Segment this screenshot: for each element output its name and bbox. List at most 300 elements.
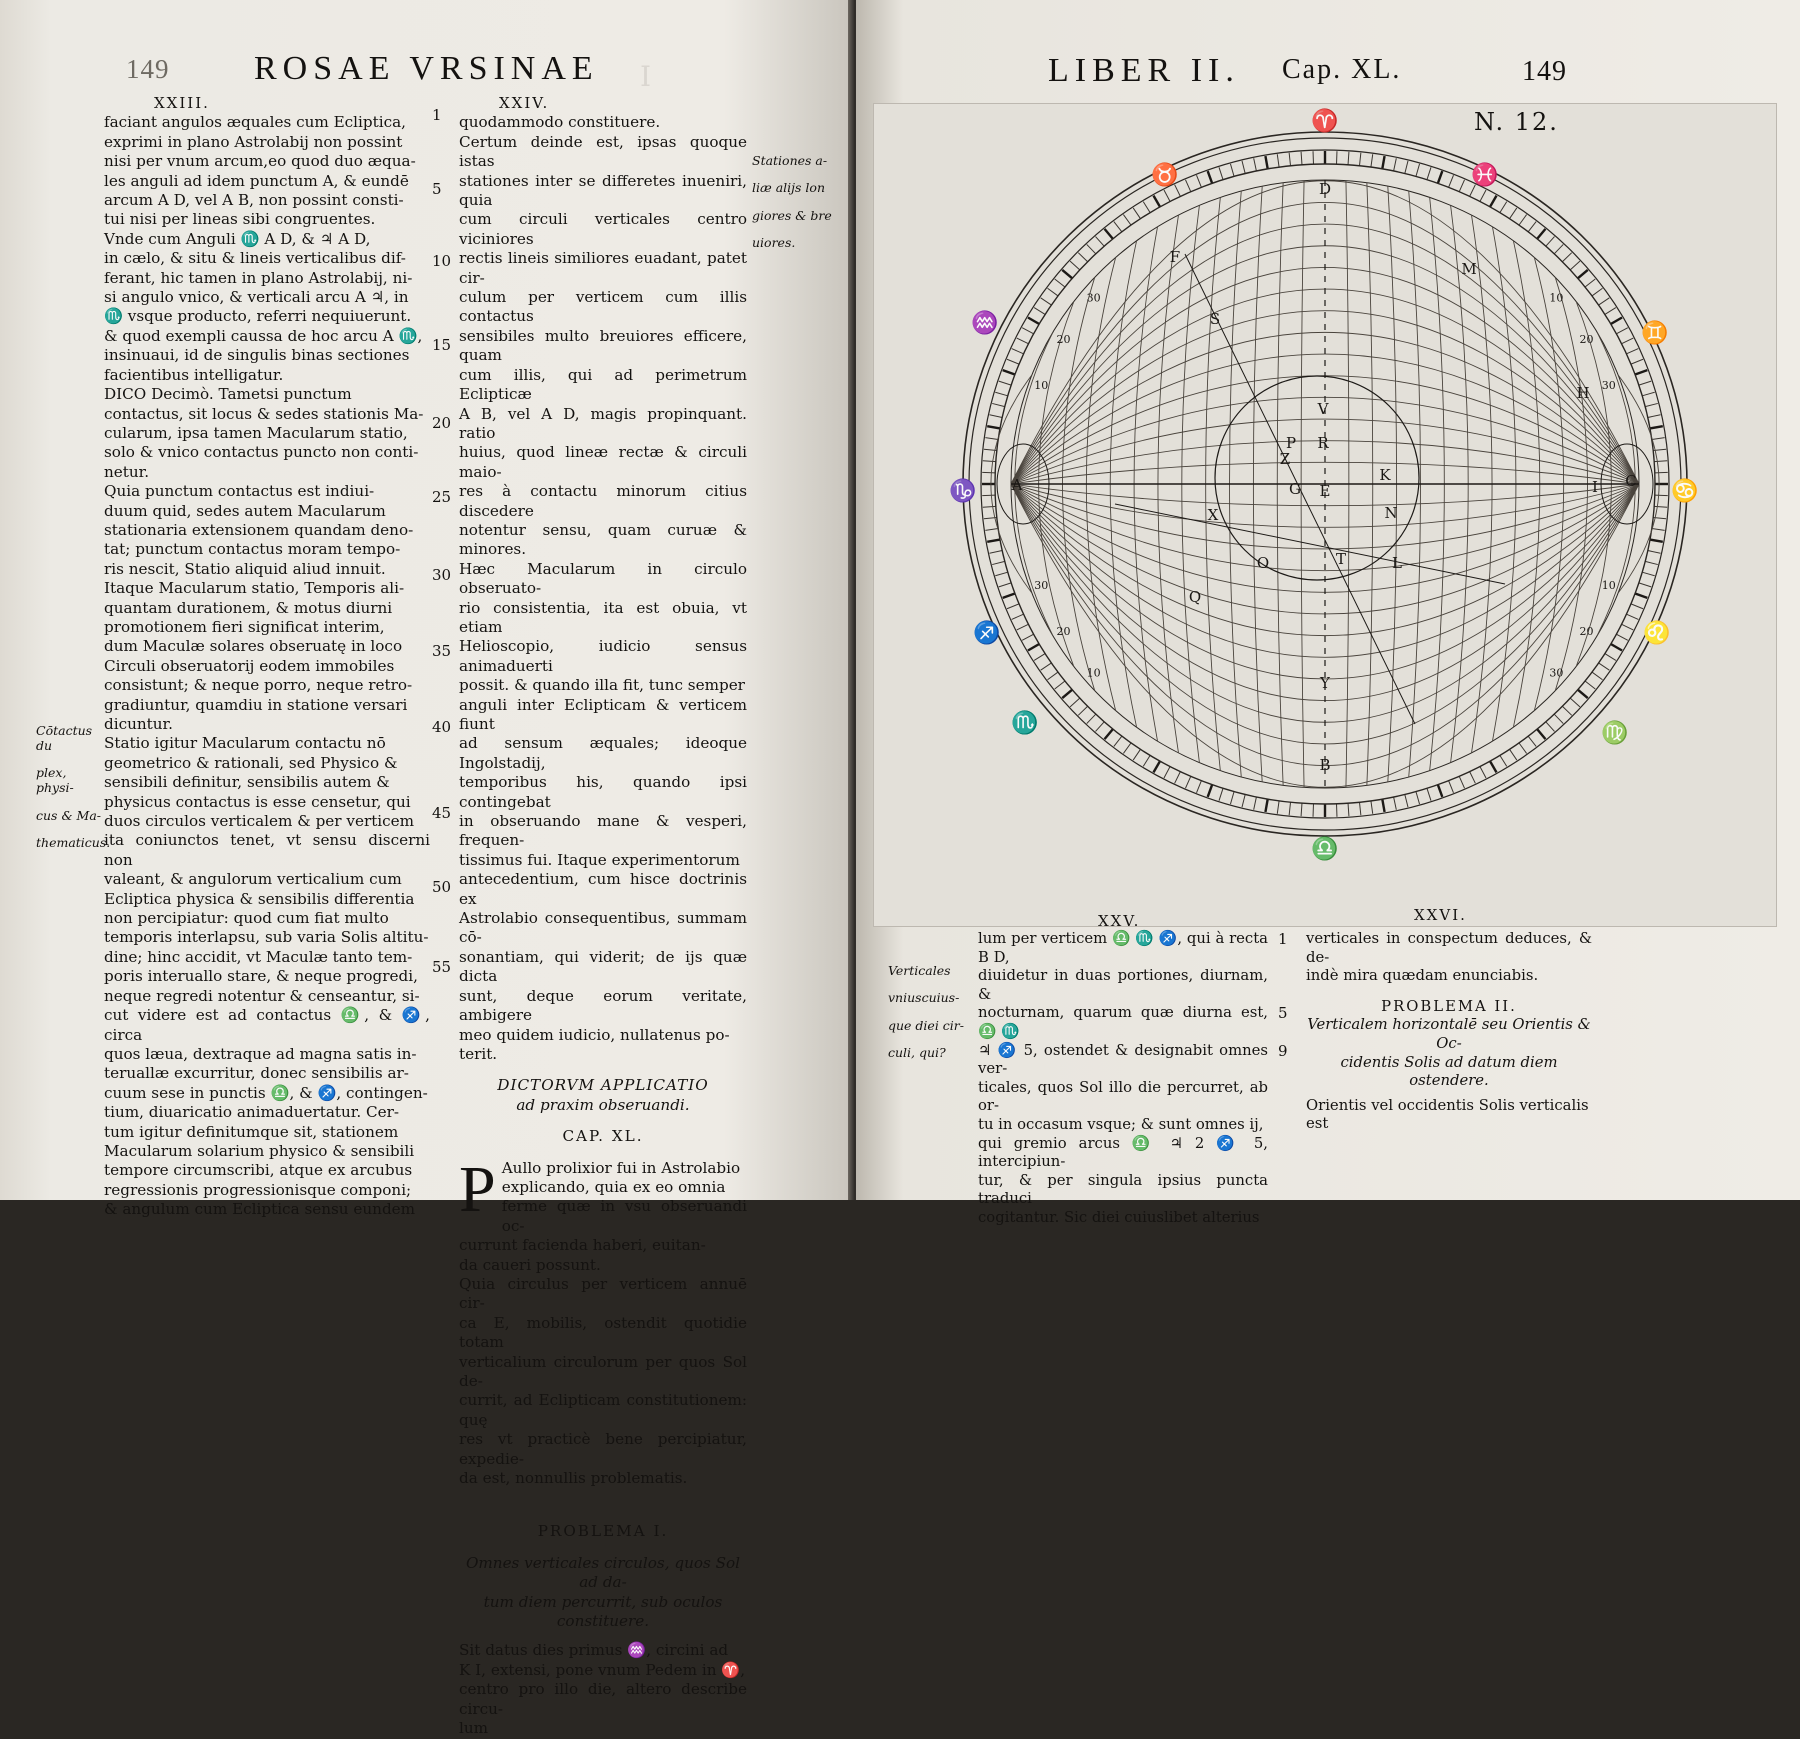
degree-tick [1622, 624, 1634, 630]
degree-tick [999, 583, 1011, 587]
text-line: temporis interlapsu, sub varia Solis altitu- [104, 928, 430, 947]
point-label-p: P [1286, 434, 1296, 452]
degree-tick [1007, 604, 1019, 609]
text-line: ♏ vsque producto, referri nequiuerunt. [104, 307, 430, 326]
degree-tick [1605, 654, 1616, 661]
degree-tick [1654, 461, 1667, 462]
degree-tick [1289, 802, 1290, 815]
degree-tick [1143, 202, 1150, 213]
point-label-e: E [1320, 482, 1331, 500]
line-number: 45 [432, 804, 451, 822]
text-line: Quia punctum contactus est indiui- [104, 482, 430, 501]
text-line: & quod exempli caussa de hoc arcu A ♏, [104, 327, 430, 346]
zodiac-sign-label: ♓ [1471, 162, 1498, 188]
degree-tick [1062, 270, 1072, 278]
text-line: tium, diuaricatio animaduertatur. Cer- [104, 1103, 430, 1122]
degree-tick [1642, 572, 1654, 576]
text-line: Quia circulus per verticem annuē cir- [459, 1275, 747, 1314]
line-number: 50 [432, 878, 451, 896]
degree-tick [1265, 156, 1267, 169]
problema-line: Verticalem horizontalē seu Orientis & Oc- [1306, 1016, 1592, 1053]
degree-tick [1034, 654, 1045, 661]
degree-tick [1007, 359, 1019, 364]
zodiac-sign-label: ♏ [1011, 710, 1038, 736]
degree-tick [995, 392, 1007, 396]
margin-note-line: uiores. [752, 235, 844, 250]
degree-tick [1175, 772, 1181, 784]
degree-tick [1003, 370, 1015, 374]
degree-tick [1041, 663, 1052, 670]
degree-tick [1048, 672, 1059, 680]
degree-tick [1371, 154, 1373, 167]
degree-tick [983, 506, 996, 507]
line-number: 1 [1278, 930, 1288, 948]
problema-line: Omnes verticales circulos, quos Sol ad da- [459, 1554, 747, 1593]
degree-tick [1017, 338, 1029, 344]
margin-note-line: thematicus. [36, 835, 106, 850]
degree-tick [1164, 767, 1170, 778]
text-line: DICO Decimò. Tametsi punctum [104, 385, 430, 404]
text-line: gradiuntur, quamdiu in statione versari [104, 696, 430, 715]
line-number: 40 [432, 718, 451, 736]
degree-tick [1635, 370, 1647, 374]
degree-tick [1070, 698, 1080, 707]
degree-tick [1123, 215, 1131, 226]
degree-tick [1154, 761, 1161, 772]
degree-tick [1570, 698, 1580, 707]
text-line: consistunt; & neque porro, neque retro- [104, 676, 430, 695]
text-line: ferant, hic tamen in plano Astrolabij, ni- [104, 269, 430, 288]
section-xxvi-label: XXVI. [1414, 906, 1467, 924]
degree-tick [1631, 604, 1643, 609]
line-number: 10 [432, 252, 451, 270]
text-line: exprimi in plano Astrolabij non possint [104, 133, 430, 152]
text-line: Aullo prolixior fui in Astrolabio [459, 1159, 747, 1178]
degree-tick [1382, 799, 1384, 812]
margin-note-line: Verticales [888, 963, 976, 978]
line-number: 9 [1278, 1042, 1288, 1060]
text-line: cum circuli verticales centro viciniores [459, 210, 747, 249]
text-line: explicando, quia ex eo omnia [459, 1178, 747, 1197]
text-line: sunt, deque eorum veritate, ambigere [459, 987, 747, 1026]
degree-tick [1078, 253, 1087, 262]
text-line: Macularum solarium physico & sensibili [104, 1142, 430, 1161]
degree-tick [1242, 161, 1245, 174]
degree-tick [1095, 722, 1104, 732]
left-column-1 [104, 94, 430, 1220]
text-line: antecedentium, cum hisce doctrinis ex [459, 870, 747, 909]
degree-tick [1510, 749, 1517, 760]
text-line: indè mira quædam enunciabis. [1306, 967, 1592, 986]
degree-tick [1459, 776, 1464, 788]
text-line: tui nisi per lineas sibi congruentes. [104, 210, 430, 229]
text-line: ris nescit, Statio aliquid aliud innuit. [104, 560, 430, 579]
text-line: cularum, ipsa tamen Macularum statio, [104, 424, 430, 443]
degree-tick [1578, 270, 1588, 278]
degree-tick [1528, 736, 1536, 746]
text-line: in cælo, & situ & lineis verticalibus dif- [104, 249, 430, 268]
degree-tick [1470, 772, 1476, 784]
margin-note-line: culi, qui? [888, 1045, 976, 1060]
text-line: neque regredi notentur & censeantur, si- [104, 987, 430, 1006]
degree-tick [1359, 802, 1360, 815]
rim-degree-number: 30 [1602, 379, 1616, 392]
degree-tick [1041, 298, 1052, 305]
degree-tick [1254, 797, 1257, 810]
point-label-m: M [1461, 260, 1476, 278]
margin-note-line: Cōtactus du [36, 723, 106, 753]
point-label-d: D [1319, 180, 1331, 198]
text-line: netur. [104, 463, 430, 482]
degree-tick [1348, 152, 1349, 165]
text-line: si angulo vnico, & verticali arcu A ♃, in [104, 288, 430, 307]
text-line: dine; hinc accidit, vt Maculæ tanto tem- [104, 948, 430, 967]
degree-tick [1650, 426, 1663, 428]
degree-tick [1017, 624, 1029, 630]
text-line: stationaria extensionem quandam deno- [104, 521, 430, 540]
degree-tick [1570, 261, 1580, 270]
point-label-b: B [1319, 756, 1330, 774]
section-xxiii-label: XXIII. [104, 94, 430, 113]
degree-tick [1500, 755, 1507, 766]
section-xxv-label: XXV. [1098, 912, 1140, 930]
degree-tick [1048, 288, 1059, 296]
text-line: notentur sensu, quam curuæ & minores. [459, 521, 747, 560]
right-page-number: 149 [1522, 56, 1567, 88]
margin-note-stationes [752, 140, 844, 263]
rim-degree-number: 30 [1549, 667, 1563, 680]
rim-degree-number: 10 [1034, 379, 1048, 392]
text-line: tum igitur definitumque sit, stationem [104, 1123, 430, 1142]
zodiac-sign-label: ♒ [971, 310, 998, 336]
zodiac-sign-label: ♈ [1311, 108, 1338, 134]
degree-tick [1154, 196, 1161, 207]
problema-i-statement [459, 1554, 747, 1632]
text-line: facientibus intelligatur. [104, 366, 430, 385]
text-line: physicus contactus is esse censetur, qui [104, 793, 430, 812]
applicatio-title: DICTORVM APPLICATIO [459, 1076, 747, 1095]
left-column-1-text [104, 113, 430, 1219]
right-running-head: LIBER II. [1048, 52, 1240, 90]
text-line: currunt facienda haberi, euitan- [459, 1236, 747, 1255]
text-line: Certum deinde est, ipsas quoque istas [459, 133, 747, 172]
left-running-head: ROSAE VRSINAE [254, 50, 599, 88]
text-line: poris interuallo stare, & neque progredi, [104, 967, 430, 986]
text-line: ♃ ♐ 5, ostendet & designabit omnes ver- [978, 1042, 1268, 1079]
rim-degree-number: 20 [1580, 625, 1594, 638]
text-line: diuidetur in duas portiones, diurnam, & [978, 967, 1268, 1004]
zodiac-sign-label: ♊ [1641, 320, 1668, 346]
text-line: cogitantur. Sic diei cuiuslibet alterius [978, 1209, 1268, 1228]
degree-tick [1105, 729, 1113, 739]
degree-tick [1028, 644, 1039, 651]
text-line: Astrolabio consequentibus, summam cō- [459, 909, 747, 948]
degree-tick [1519, 743, 1527, 754]
problema-i-title: PROBLEMA I. [459, 1522, 747, 1541]
degree-tick [1562, 253, 1571, 262]
text-line: Helioscopio, iudicio sensus animaduerti [459, 637, 747, 676]
margin-note-line: vniuscuius- [888, 990, 976, 1005]
text-line: sensibiles multo breuiores efficere, quam [459, 327, 747, 366]
margin-note-line: liæ alijs lon [752, 180, 844, 195]
degree-tick [1490, 761, 1497, 772]
degree-tick [1087, 244, 1096, 253]
text-line: solo & vnico contactus puncto non conti- [104, 443, 430, 462]
degree-tick [1648, 551, 1661, 554]
degree-tick [1254, 158, 1257, 171]
text-line: ferme quæ in vsu obseruandi oc- [459, 1197, 747, 1236]
degree-tick [985, 438, 998, 440]
degree-tick [1022, 328, 1033, 334]
text-line: ticales, quos Sol illo die percurret, ab or- [978, 1079, 1268, 1116]
degree-tick [1123, 743, 1131, 754]
text-line: contactus, sit locus & sedes stationis Ma- [104, 405, 430, 424]
point-label-s: S [1210, 310, 1220, 328]
line-number: 30 [432, 566, 451, 584]
text-line: sensibili definitur, sensibilis autem & [104, 773, 430, 792]
text-line: da est, nonnullis problematis. [459, 1469, 747, 1488]
degree-tick [1599, 663, 1610, 670]
text-line: teruallæ excurritur, donec sensibilis ar- [104, 1064, 430, 1083]
degree-tick [1631, 359, 1643, 364]
text-line: nocturnam, quarum quæ diurna est, ♎ ♏ [978, 1004, 1268, 1041]
degree-tick [1648, 415, 1661, 418]
degree-tick [1449, 175, 1454, 187]
degree-tick [1133, 749, 1140, 760]
text-line: possit. & quando illa fit, tunc semper [459, 676, 747, 695]
degree-tick [1219, 167, 1223, 179]
degree-tick [1078, 706, 1087, 715]
text-line: tempore circumscribi, atque ex arcubus [104, 1161, 430, 1180]
left-page [0, 0, 852, 1200]
text-line: nisi per vnum arcum,eo quod duo æqua- [104, 152, 430, 171]
degree-tick [1611, 318, 1622, 325]
degree-tick [1500, 202, 1507, 213]
applicatio-subtitle: ad praxim obseruandi. [459, 1096, 747, 1115]
chapter-label: Cap. XL. [1282, 54, 1401, 86]
degree-tick [1371, 801, 1373, 814]
degree-tick [1585, 279, 1595, 287]
degree-tick [983, 461, 996, 462]
text-line: culum per verticem cum illis contactus [459, 288, 747, 327]
left-page-number: 149 [126, 54, 170, 85]
text-line: Orientis vel occidentis Solis verticalis [1306, 1097, 1592, 1116]
degree-tick [1359, 153, 1360, 166]
degree-tick [1652, 438, 1665, 440]
line-number: 25 [432, 488, 451, 506]
degree-tick [1416, 164, 1420, 176]
problema-line: tum diem percurrit, sub oculos [459, 1593, 747, 1612]
degree-tick [1616, 634, 1627, 640]
zodiac-sign-label: ♑ [949, 478, 976, 504]
text-line: sonantiam, qui viderit; de ijs quæ dicta [459, 948, 747, 987]
degree-tick [1034, 308, 1045, 315]
text-line: lum per verticem ♎ ♏ ♐, qui à recta B D, [978, 930, 1268, 967]
degree-tick [1028, 318, 1039, 325]
text-line: ad sensum æquales; ideoque Ingolstadij, [459, 734, 747, 773]
degree-tick [1427, 167, 1431, 179]
degree-tick [1055, 681, 1065, 689]
point-label-a: A [1011, 476, 1023, 494]
point-label-h: H [1576, 384, 1589, 402]
problema-ii-title: PROBLEMA II. [1306, 998, 1592, 1017]
text-line: quos læua, dextraque ad magna satis in- [104, 1045, 430, 1064]
rim-degree-number: 20 [1056, 333, 1070, 346]
degree-tick [1616, 328, 1627, 334]
problema-ii-statement [1306, 1016, 1592, 1090]
text-line: tissimus fui. Itaque experimentorum [459, 851, 747, 870]
problema-line: ostendere. [1306, 1072, 1592, 1091]
point-label-c: C [1625, 472, 1636, 490]
text-line: ca E, mobilis, ostendit quotidie totam [459, 1314, 747, 1353]
degree-tick [1394, 797, 1397, 810]
text-line: Hæc Macularum in circulo obseruato- [459, 560, 747, 599]
degree-tick [987, 540, 1000, 542]
rim-degree-number: 10 [1602, 579, 1616, 592]
point-label-l: L [1392, 554, 1402, 572]
point-label-z: Z [1280, 450, 1290, 468]
text-line: dum Maculæ solares obseruatę in loco [104, 637, 430, 656]
degree-tick [1611, 644, 1622, 651]
right-column-2 [1306, 930, 1592, 1134]
text-line: dicuntur. [104, 715, 430, 734]
rim-degree-number: 10 [1087, 667, 1101, 680]
text-line: stationes inter se differetes inueniri, quia [459, 172, 747, 211]
degree-tick [1490, 196, 1497, 207]
text-line: regressionis progressionisque componi; [104, 1181, 430, 1200]
degree-tick [1230, 792, 1234, 804]
margin-note-line: plex, physi- [36, 765, 106, 795]
degree-tick [1062, 690, 1072, 698]
point-label-t: T [1336, 550, 1346, 568]
point-label-k: K [1379, 466, 1391, 484]
degree-tick [999, 381, 1011, 385]
degree-tick [1405, 161, 1408, 174]
degree-tick [1301, 803, 1302, 816]
degree-tick [1012, 349, 1024, 354]
text-line: quantam durationem, & motus diurni [104, 599, 430, 618]
degree-tick [1459, 180, 1464, 192]
degree-tick [1578, 690, 1588, 698]
degree-tick [1208, 785, 1212, 797]
text-line: Statio igitur Macularum contactu nō [104, 734, 430, 753]
margin-note-line: que diei cir- [888, 1018, 976, 1033]
degree-tick [1592, 288, 1603, 296]
right-line-numbers [1278, 930, 1298, 1130]
degree-tick [1242, 794, 1245, 807]
text-line: terit. [459, 1045, 747, 1064]
degree-tick [985, 529, 998, 531]
degree-tick [1405, 794, 1408, 807]
degree-tick [1537, 729, 1545, 739]
degree-tick [1438, 785, 1442, 797]
degree-tick [1554, 244, 1563, 253]
text-line: cuum sese in punctis ♎, & ♐, contingen- [104, 1084, 430, 1103]
degree-tick [1394, 158, 1397, 171]
text-line: duum quid, sedes autem Macularum [104, 502, 430, 521]
left-line-numbers [432, 94, 460, 1144]
text-line: valeant, & angulorum verticalium cum [104, 870, 430, 889]
degree-tick [1114, 736, 1122, 746]
degree-tick [1519, 215, 1527, 226]
problema-line: cidentis Solis ad datum diem [1306, 1054, 1592, 1073]
text-line: les anguli ad idem punctum A, & eundē [104, 172, 430, 191]
degree-tick [1289, 153, 1290, 166]
text-line: faciant angulos æquales cum Ecliptica, [104, 113, 430, 132]
degree-tick [1348, 803, 1349, 816]
line-number: 5 [432, 180, 442, 198]
left-column-2 [459, 94, 747, 1739]
degree-tick [1055, 279, 1065, 287]
margin-note-verticales [888, 950, 976, 1073]
degree-tick [1622, 338, 1634, 344]
degree-tick [1537, 229, 1545, 239]
degree-tick [1650, 540, 1663, 542]
degree-tick [1382, 156, 1384, 169]
degree-tick [1642, 392, 1654, 396]
point-label-f: F [1170, 248, 1180, 266]
line-number: 15 [432, 336, 451, 354]
text-line: cum illis, qui ad perimetrum Eclipticæ [459, 366, 747, 405]
point-label-r: R [1317, 434, 1329, 452]
degree-tick [1277, 154, 1279, 167]
zodiac-sign-label: ♉ [1151, 162, 1178, 188]
degree-tick [1449, 781, 1454, 793]
degree-tick [1219, 788, 1223, 800]
degree-tick [1546, 722, 1555, 732]
degree-tick [1645, 403, 1658, 406]
rim-degree-number: 20 [1056, 625, 1070, 638]
zodiac-sign-label: ♎ [1311, 836, 1338, 862]
text-line: Vnde cum Anguli ♏ A D, & ♃ A D, [104, 230, 430, 249]
line-number: 20 [432, 414, 451, 432]
degree-tick [1197, 175, 1202, 187]
meridian-arc [1011, 376, 1639, 484]
text-line: tur, & per singula ipsius puncta traduci [978, 1172, 1268, 1209]
degree-tick [1599, 298, 1610, 305]
text-line: Itaque Macularum statio, Temporis ali- [104, 579, 430, 598]
text-line: anguli inter Eclipticam & verticem fiunt [459, 696, 747, 735]
drop-cap-p: P [459, 1161, 496, 1219]
text-line: duos circulos verticalem & per verticem [104, 812, 430, 831]
text-line: non percipiatur: quod cum fiat multo [104, 909, 430, 928]
degree-tick [1230, 164, 1234, 176]
degree-tick [1510, 208, 1517, 219]
text-line: arcum A D, vel A B, non possint consti- [104, 191, 430, 210]
point-label-g: G [1289, 480, 1301, 498]
zodiac-sign-label: ♍ [1601, 720, 1628, 746]
degree-tick [1301, 152, 1302, 165]
left-column-2-text-a [459, 113, 747, 1064]
degree-tick [1528, 222, 1536, 232]
degree-tick [987, 426, 1000, 428]
degree-tick [1585, 681, 1595, 689]
text-line: tat; punctum contactus moram tempo- [104, 540, 430, 559]
text-line: verticalium circulorum per quos Sol de- [459, 1353, 747, 1392]
degree-tick [1003, 593, 1015, 597]
degree-tick [1087, 714, 1096, 723]
margin-note-line: Stationes a- [752, 153, 844, 168]
degree-tick [995, 572, 1007, 576]
text-line: promotionem fieri significat interim, [104, 618, 430, 637]
degree-tick [1645, 561, 1658, 564]
text-line: temporibus his, quando ipsi contingebat [459, 773, 747, 812]
degree-tick [1652, 529, 1665, 531]
section-xxiv-label: XXIV. [459, 94, 747, 113]
rim-degree-number: 20 [1580, 333, 1594, 346]
text-line: Sit datus dies primus ♒, circini ad [459, 1641, 747, 1660]
degree-tick [1105, 229, 1113, 239]
